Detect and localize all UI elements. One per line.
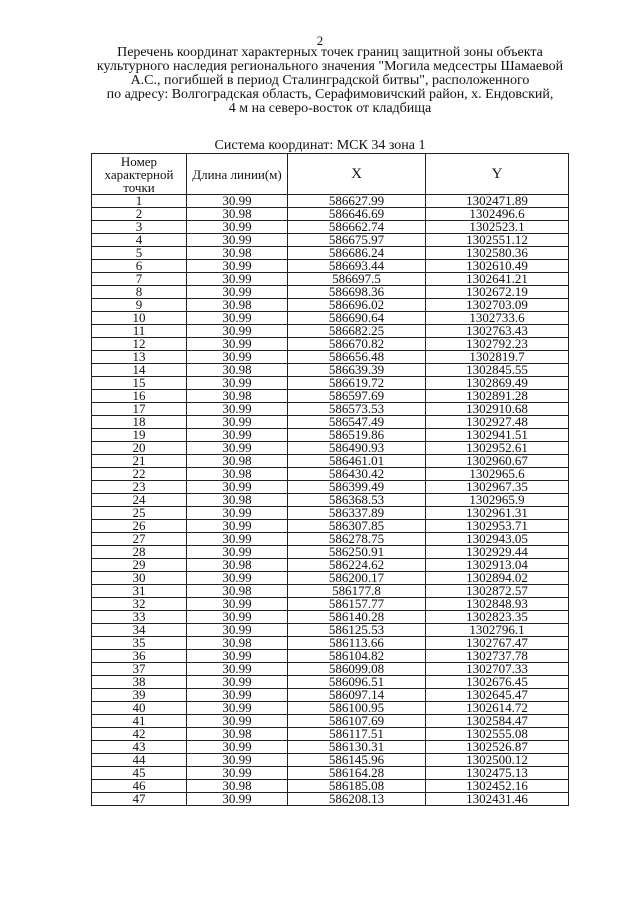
point-number-cell: 19 <box>92 429 187 442</box>
x-coordinate-cell: 586140.28 <box>288 611 426 624</box>
point-number-cell: 3 <box>92 221 187 234</box>
y-coordinate-cell: 1302641.21 <box>426 273 569 286</box>
point-number-cell: 2 <box>92 208 187 221</box>
x-coordinate-cell: 586100.95 <box>288 702 426 715</box>
x-coordinate-cell: 586107.69 <box>288 715 426 728</box>
coordinate-system-label: Система координат: МСК 34 зона 1 <box>214 138 426 153</box>
x-coordinate-cell: 586597.69 <box>288 390 426 403</box>
y-coordinate-cell: 1302953.71 <box>426 520 569 533</box>
y-coordinate-cell: 1302965.6 <box>426 468 569 481</box>
table-row <box>92 676 569 689</box>
line-length-cell: 30.99 <box>187 481 288 494</box>
point-number-cell: 9 <box>92 299 187 312</box>
table-row <box>92 663 569 676</box>
x-coordinate-cell: 586157.77 <box>288 598 426 611</box>
table-row <box>92 442 569 455</box>
line-length-cell: 30.98 <box>187 637 288 650</box>
table-row <box>92 494 569 507</box>
x-coordinate-cell: 586682.25 <box>288 325 426 338</box>
table-row <box>92 728 569 741</box>
x-coordinate-cell: 586250.91 <box>288 546 426 559</box>
table-row <box>92 195 569 208</box>
y-coordinate-cell: 1302672.19 <box>426 286 569 299</box>
line-length-cell: 30.98 <box>187 585 288 598</box>
line-length-cell: 30.99 <box>187 650 288 663</box>
table-row <box>92 520 569 533</box>
table-row <box>92 650 569 663</box>
x-coordinate-cell: 586185.08 <box>288 780 426 793</box>
point-number-cell: 47 <box>92 793 187 806</box>
point-number-cell: 41 <box>92 715 187 728</box>
point-number-cell: 14 <box>92 364 187 377</box>
x-coordinate-cell: 586130.31 <box>288 741 426 754</box>
line-length-cell: 30.99 <box>187 624 288 637</box>
y-coordinate-cell: 1302452.16 <box>426 780 569 793</box>
table-row <box>92 416 569 429</box>
x-coordinate-cell: 586698.36 <box>288 286 426 299</box>
table-row <box>92 507 569 520</box>
y-coordinate-cell: 1302610.49 <box>426 260 569 273</box>
y-coordinate-cell: 1302952.61 <box>426 442 569 455</box>
x-coordinate-cell: 586224.62 <box>288 559 426 572</box>
document-title <box>60 46 600 116</box>
x-coordinate-cell: 586337.89 <box>288 507 426 520</box>
title-line: А.С., погибшей в период Сталинградской битвы", расположенного <box>130 73 530 88</box>
y-coordinate-cell: 1302500.12 <box>426 754 569 767</box>
point-number-cell: 31 <box>92 585 187 598</box>
point-number-cell: 32 <box>92 598 187 611</box>
point-number-cell: 43 <box>92 741 187 754</box>
y-coordinate-cell: 1302941.51 <box>426 429 569 442</box>
point-number-cell: 17 <box>92 403 187 416</box>
point-number-cell: 13 <box>92 351 187 364</box>
y-coordinate-cell: 1302551.12 <box>426 234 569 247</box>
line-length-cell: 30.99 <box>187 312 288 325</box>
line-length-cell: 30.99 <box>187 507 288 520</box>
table-row <box>92 559 569 572</box>
line-length-cell: 30.99 <box>187 520 288 533</box>
point-number-cell: 11 <box>92 325 187 338</box>
x-coordinate-cell: 586307.85 <box>288 520 426 533</box>
table-row <box>92 754 569 767</box>
point-number-cell: 40 <box>92 702 187 715</box>
table-row <box>92 299 569 312</box>
header-x: X <box>288 154 426 195</box>
table-row <box>92 702 569 715</box>
line-length-cell: 30.99 <box>187 221 288 234</box>
table-row <box>92 221 569 234</box>
point-number-cell: 10 <box>92 312 187 325</box>
x-coordinate-cell: 586662.74 <box>288 221 426 234</box>
table-row <box>92 572 569 585</box>
x-coordinate-cell: 586145.96 <box>288 754 426 767</box>
point-number-cell: 1 <box>92 195 187 208</box>
table-row <box>92 741 569 754</box>
line-length-cell: 30.98 <box>187 455 288 468</box>
line-length-cell: 30.98 <box>187 208 288 221</box>
y-coordinate-cell: 1302763.43 <box>426 325 569 338</box>
line-length-cell: 30.98 <box>187 780 288 793</box>
table-row <box>92 338 569 351</box>
x-coordinate-cell: 586278.75 <box>288 533 426 546</box>
y-coordinate-cell: 1302475.13 <box>426 767 569 780</box>
y-coordinate-cell: 1302496.6 <box>426 208 569 221</box>
table-row <box>92 351 569 364</box>
y-coordinate-cell: 1302431.46 <box>426 793 569 806</box>
y-coordinate-cell: 1302967.35 <box>426 481 569 494</box>
x-coordinate-cell: 586164.28 <box>288 767 426 780</box>
y-coordinate-cell: 1302676.45 <box>426 676 569 689</box>
x-coordinate-cell: 586200.17 <box>288 572 426 585</box>
point-number-cell: 46 <box>92 780 187 793</box>
line-length-cell: 30.99 <box>187 351 288 364</box>
table-row <box>92 715 569 728</box>
point-number-cell: 24 <box>92 494 187 507</box>
line-length-cell: 30.99 <box>187 741 288 754</box>
line-length-cell: 30.99 <box>187 533 288 546</box>
line-length-cell: 30.98 <box>187 559 288 572</box>
table-row <box>92 637 569 650</box>
line-length-cell: 30.99 <box>187 260 288 273</box>
line-length-cell: 30.99 <box>187 416 288 429</box>
table-row <box>92 260 569 273</box>
point-number-cell: 20 <box>92 442 187 455</box>
line-length-cell: 30.99 <box>187 702 288 715</box>
table-row <box>92 780 569 793</box>
y-coordinate-cell: 1302845.55 <box>426 364 569 377</box>
point-number-cell: 38 <box>92 676 187 689</box>
line-length-cell: 30.99 <box>187 572 288 585</box>
y-coordinate-cell: 1302767.47 <box>426 637 569 650</box>
line-length-cell: 30.99 <box>187 377 288 390</box>
line-length-cell: 30.98 <box>187 364 288 377</box>
x-coordinate-cell: 586399.49 <box>288 481 426 494</box>
line-length-cell: 30.99 <box>187 546 288 559</box>
y-coordinate-cell: 1302913.04 <box>426 559 569 572</box>
y-coordinate-cell: 1302869.49 <box>426 377 569 390</box>
line-length-cell: 30.99 <box>187 234 288 247</box>
point-number-cell: 33 <box>92 611 187 624</box>
table-row <box>92 390 569 403</box>
x-coordinate-cell: 586686.24 <box>288 247 426 260</box>
line-length-cell: 30.99 <box>187 442 288 455</box>
x-coordinate-cell: 586573.53 <box>288 403 426 416</box>
table-row <box>92 286 569 299</box>
coordinates-table <box>91 153 569 806</box>
line-length-cell: 30.98 <box>187 390 288 403</box>
line-length-cell: 30.99 <box>187 689 288 702</box>
line-length-cell: 30.99 <box>187 286 288 299</box>
table-row <box>92 598 569 611</box>
y-coordinate-cell: 1302555.08 <box>426 728 569 741</box>
x-coordinate-cell: 586096.51 <box>288 676 426 689</box>
line-length-cell: 30.99 <box>187 338 288 351</box>
x-coordinate-cell: 586519.86 <box>288 429 426 442</box>
y-coordinate-cell: 1302584.47 <box>426 715 569 728</box>
x-coordinate-cell: 586368.53 <box>288 494 426 507</box>
point-number-cell: 37 <box>92 663 187 676</box>
y-coordinate-cell: 1302614.72 <box>426 702 569 715</box>
y-coordinate-cell: 1302737.78 <box>426 650 569 663</box>
x-coordinate-cell: 586627.99 <box>288 195 426 208</box>
x-coordinate-cell: 586177.8 <box>288 585 426 598</box>
point-number-cell: 42 <box>92 728 187 741</box>
point-number-cell: 6 <box>92 260 187 273</box>
header-point-number: Номер характерной точки <box>92 154 187 195</box>
x-coordinate-cell: 586490.93 <box>288 442 426 455</box>
point-number-cell: 25 <box>92 507 187 520</box>
line-length-cell: 30.99 <box>187 754 288 767</box>
line-length-cell: 30.99 <box>187 598 288 611</box>
point-number-cell: 26 <box>92 520 187 533</box>
x-coordinate-cell: 586690.64 <box>288 312 426 325</box>
point-number-cell: 5 <box>92 247 187 260</box>
point-number-cell: 16 <box>92 390 187 403</box>
x-coordinate-cell: 586656.48 <box>288 351 426 364</box>
x-coordinate-cell: 586670.82 <box>288 338 426 351</box>
y-coordinate-cell: 1302707.33 <box>426 663 569 676</box>
y-coordinate-cell: 1302965.9 <box>426 494 569 507</box>
x-coordinate-cell: 586693.44 <box>288 260 426 273</box>
x-coordinate-cell: 586547.49 <box>288 416 426 429</box>
point-number-cell: 15 <box>92 377 187 390</box>
x-coordinate-cell: 586125.53 <box>288 624 426 637</box>
point-number-cell: 34 <box>92 624 187 637</box>
line-length-cell: 30.98 <box>187 728 288 741</box>
y-coordinate-cell: 1302792.23 <box>426 338 569 351</box>
line-length-cell: 30.98 <box>187 247 288 260</box>
x-coordinate-cell: 586639.39 <box>288 364 426 377</box>
x-coordinate-cell: 586619.72 <box>288 377 426 390</box>
point-number-cell: 29 <box>92 559 187 572</box>
point-number-cell: 30 <box>92 572 187 585</box>
line-length-cell: 30.99 <box>187 611 288 624</box>
table-row <box>92 247 569 260</box>
table-row <box>92 624 569 637</box>
y-coordinate-cell: 1302927.48 <box>426 416 569 429</box>
table-row <box>92 325 569 338</box>
y-coordinate-cell: 1302471.89 <box>426 195 569 208</box>
table-row <box>92 312 569 325</box>
y-coordinate-cell: 1302872.57 <box>426 585 569 598</box>
line-length-cell: 30.98 <box>187 468 288 481</box>
line-length-cell: 30.99 <box>187 715 288 728</box>
x-coordinate-cell: 586208.13 <box>288 793 426 806</box>
table-row <box>92 364 569 377</box>
x-coordinate-cell: 586461.01 <box>288 455 426 468</box>
x-coordinate-cell: 586430.42 <box>288 468 426 481</box>
point-number-cell: 36 <box>92 650 187 663</box>
line-length-cell: 30.99 <box>187 403 288 416</box>
x-coordinate-cell: 586117.51 <box>288 728 426 741</box>
line-length-cell: 30.98 <box>187 494 288 507</box>
point-number-cell: 18 <box>92 416 187 429</box>
y-coordinate-cell: 1302943.05 <box>426 533 569 546</box>
title-line: 4 м на северо-восток от кладбища <box>228 101 432 116</box>
table-row <box>92 468 569 481</box>
page-number: 2 <box>316 33 324 48</box>
line-length-cell: 30.99 <box>187 325 288 338</box>
table-header-row <box>92 154 569 195</box>
point-number-cell: 35 <box>92 637 187 650</box>
y-coordinate-cell: 1302960.67 <box>426 455 569 468</box>
point-number-cell: 28 <box>92 546 187 559</box>
y-coordinate-cell: 1302910.68 <box>426 403 569 416</box>
y-coordinate-cell: 1302929.44 <box>426 546 569 559</box>
table-row <box>92 533 569 546</box>
y-coordinate-cell: 1302848.93 <box>426 598 569 611</box>
line-length-cell: 30.99 <box>187 663 288 676</box>
line-length-cell: 30.99 <box>187 767 288 780</box>
x-coordinate-cell: 586697.5 <box>288 273 426 286</box>
y-coordinate-cell: 1302645.47 <box>426 689 569 702</box>
point-number-cell: 4 <box>92 234 187 247</box>
table-row <box>92 546 569 559</box>
x-coordinate-cell: 586646.69 <box>288 208 426 221</box>
point-number-cell: 8 <box>92 286 187 299</box>
x-coordinate-cell: 586097.14 <box>288 689 426 702</box>
point-number-cell: 7 <box>92 273 187 286</box>
point-number-cell: 39 <box>92 689 187 702</box>
y-coordinate-cell: 1302961.31 <box>426 507 569 520</box>
line-length-cell: 30.99 <box>187 195 288 208</box>
table-row <box>92 689 569 702</box>
point-number-cell: 23 <box>92 481 187 494</box>
y-coordinate-cell: 1302796.1 <box>426 624 569 637</box>
line-length-cell: 30.99 <box>187 273 288 286</box>
point-number-cell: 12 <box>92 338 187 351</box>
y-coordinate-cell: 1302733.6 <box>426 312 569 325</box>
table-row <box>92 767 569 780</box>
table-row <box>92 455 569 468</box>
point-number-cell: 22 <box>92 468 187 481</box>
x-coordinate-cell: 586696.02 <box>288 299 426 312</box>
y-coordinate-cell: 1302823.35 <box>426 611 569 624</box>
y-coordinate-cell: 1302819.7 <box>426 351 569 364</box>
table-row <box>92 481 569 494</box>
y-coordinate-cell: 1302894.02 <box>426 572 569 585</box>
table-row <box>92 611 569 624</box>
y-coordinate-cell: 1302580.36 <box>426 247 569 260</box>
title-line: по адресу: Волгоградская область, Серафимовичский район, х. Ендовский, <box>106 87 554 102</box>
header-line-length: Длина линии(м) <box>187 154 288 195</box>
y-coordinate-cell: 1302703.09 <box>426 299 569 312</box>
table-row <box>92 793 569 806</box>
table-row <box>92 403 569 416</box>
x-coordinate-cell: 586675.97 <box>288 234 426 247</box>
y-coordinate-cell: 1302523.1 <box>426 221 569 234</box>
table-body <box>92 195 569 806</box>
x-coordinate-cell: 586104.82 <box>288 650 426 663</box>
title-line: культурного наследия регионального значения "Могила медсестры Шамаевой <box>96 59 564 74</box>
table-row <box>92 234 569 247</box>
title-line: Перечень координат характерных точек границ защитной зоны объекта <box>117 45 543 60</box>
y-coordinate-cell: 1302526.87 <box>426 741 569 754</box>
table-row <box>92 377 569 390</box>
header-y: Y <box>426 154 569 195</box>
line-length-cell: 30.99 <box>187 429 288 442</box>
line-length-cell: 30.98 <box>187 299 288 312</box>
x-coordinate-cell: 586113.66 <box>288 637 426 650</box>
point-number-cell: 45 <box>92 767 187 780</box>
line-length-cell: 30.99 <box>187 676 288 689</box>
y-coordinate-cell: 1302891.28 <box>426 390 569 403</box>
point-number-cell: 27 <box>92 533 187 546</box>
point-number-cell: 21 <box>92 455 187 468</box>
x-coordinate-cell: 586099.08 <box>288 663 426 676</box>
table-row <box>92 208 569 221</box>
table-row <box>92 273 569 286</box>
line-length-cell: 30.99 <box>187 793 288 806</box>
point-number-cell: 44 <box>92 754 187 767</box>
table-row <box>92 429 569 442</box>
table-row <box>92 585 569 598</box>
